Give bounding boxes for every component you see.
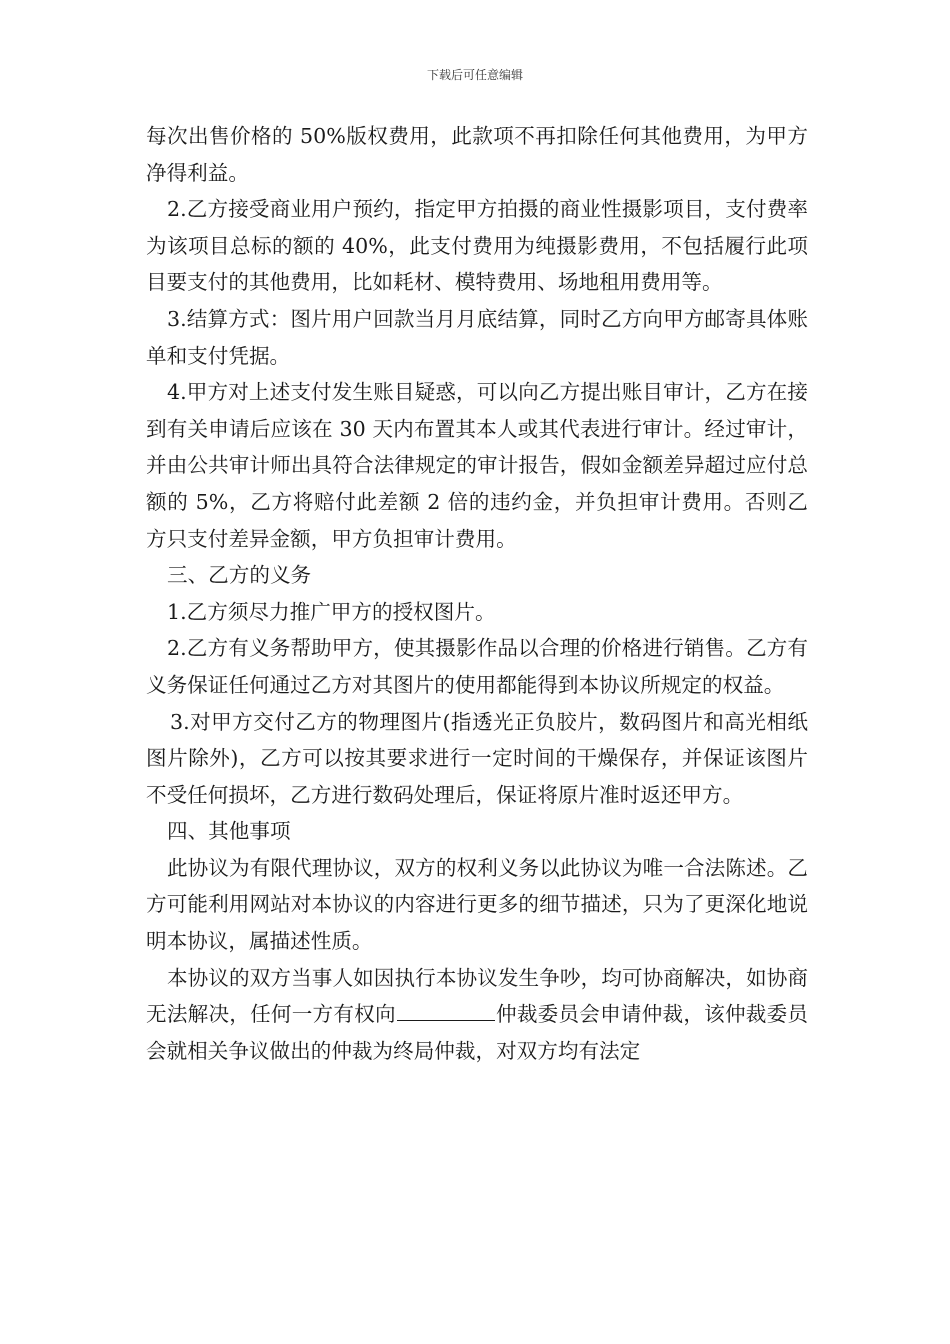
- dispute-text-after-blank: 仲裁委员会申请仲裁，该仲裁委员会就相关争议做出的仲裁为终局仲裁，对双方均有法定: [146, 1002, 809, 1063]
- paragraph-obligation-3: 3.对甲方交付乙方的物理图片(指透光正负胶片，数码图片和高光相纸图片除外)，乙方可以按其要求进行一定时间的干燥保存，并保证该图片不受任何损坏，乙方进行数码处理后，保证将原片准时返还甲方。: [146, 709, 808, 807]
- paragraph-obligation-2: 2.乙方有义务帮助甲方，使其摄影作品以合理的价格进行销售。乙方有义务保证任何通过乙方对其图片的使用都能得到本协议所规定的权益。: [146, 636, 808, 697]
- paragraph-clause-3: 3.结算方式：图片用户回款当月月底结算，同时乙方向甲方邮寄具体账单和支付凭据。: [146, 306, 808, 368]
- section-heading-obligations: 三、乙方的义务: [167, 563, 312, 588]
- paragraph-obligation-1: 1.乙方须尽力推广甲方的授权图片。: [167, 599, 496, 624]
- arbitration-blank-line: [397, 998, 495, 1021]
- section-heading-other-matters: 四、其他事项: [167, 819, 291, 844]
- paragraph-limited-agency: 此协议为有限代理协议，双方的权利义务以此协议为唯一合法陈述。乙方可能利用网站对本协议的内容进行更多的细节描述，只为了更深化地说明本协议，属描述性质。: [146, 855, 808, 954]
- dispute-text-before-blank: 本协议的双方当事人如因执行本协议发生争吵，均可协商解决，如协商无法解决，任何一方有权向: [146, 965, 808, 1027]
- paragraph-clause-2: 2.乙方接受商业用户预约，指定甲方拍摄的商业性摄影项目，支付费率为该项目总标的额的 40%，此支付费用为纯摄影费用，不包括履行此项目要支付的其他费用，比如耗材、模特费用、场地租用费用等。: [146, 197, 808, 295]
- document-body: [146, 118, 808, 1069]
- paragraph-dispute-resolution: [146, 960, 808, 1070]
- paragraph-price-continuation: 每次出售价格的 50%版权费用，此款项不再扣除任何其他费用，为甲方净得利益。: [146, 124, 808, 185]
- page-header: 下载后可任意编辑: [426, 68, 523, 82]
- paragraph-clause-4: 4.甲方对上述支付发生账目疑惑，可以向乙方提出账目审计，乙方在接到有关申请后应该在 30 天内布置其本人或其代表进行审计。经过审计，并由公共审计师出具符合法律规定的审计报告，假如金额差异超过应付总额的 5%，乙方将赔付此差额 2 倍的违约金，并负担审计费用。否则乙方只支付差异金额，甲方负担审计费用。: [146, 380, 808, 551]
